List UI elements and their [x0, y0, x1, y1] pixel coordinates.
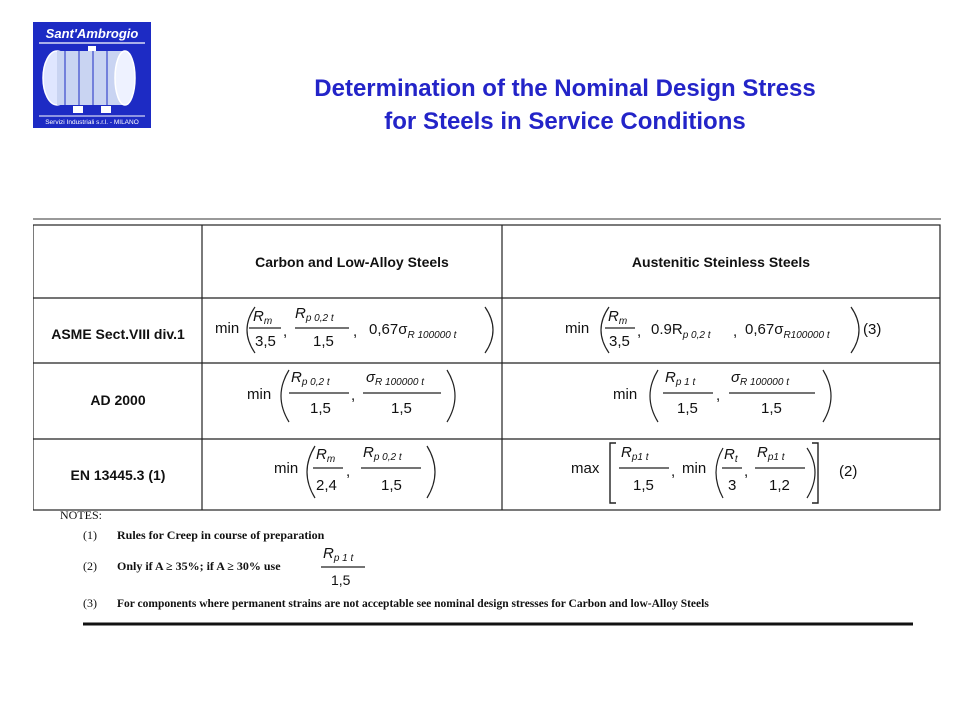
frac-num-main: R [757, 444, 768, 461]
fn-min: min [565, 320, 590, 337]
svg-text:Rp 0,2 t [291, 369, 331, 388]
frac-num-main: σ [731, 369, 741, 386]
header-austenitic-steels: Austenitic Steinless Steels [631, 254, 811, 270]
frac-den: 1,2 [769, 477, 790, 494]
frac-num-main: R [608, 308, 619, 325]
term-sub: R100000 t [783, 330, 830, 341]
asme-austenitic-formula [565, 307, 881, 353]
fn-min: min [247, 386, 272, 403]
frac-den: 2,4 [316, 477, 337, 494]
row-label-ad2000: AD 2000 [90, 392, 146, 408]
frac-num-sub: R 100000 t [375, 377, 424, 388]
svg-text:Rp 0,2 t [363, 444, 403, 463]
page-title [175, 72, 955, 138]
frac-num-sub: t [734, 454, 738, 465]
note-number: (1) [83, 528, 97, 542]
svg-text:0,67σR 100000 t [369, 321, 458, 341]
asme-carbon-formula [215, 305, 493, 353]
frac-num-sub: p 1 t [333, 553, 354, 564]
frac-num-sub: m [263, 316, 273, 327]
frac-num-sub: p 1 t [675, 377, 696, 388]
note-text: For components where permanent strains are not acceptable see nominal design stresses for Carbon and low-Alloy Steels [117, 598, 709, 610]
frac-num-main: R [665, 369, 676, 386]
frac-den: 1,5 [761, 400, 782, 417]
notes-heading: NOTES: [60, 508, 102, 522]
title-line-2: for Steels in Service Conditions [384, 108, 746, 135]
fn-min: min [274, 460, 299, 477]
logo-subtitle: Servizi Industriali s.r.l. - MILANO [45, 119, 139, 126]
fn-min: min [215, 320, 240, 337]
row-label-asme: ASME Sect.VIII div.1 [51, 326, 185, 342]
svg-text:,: , [744, 463, 749, 480]
frac-den: 1,5 [381, 477, 402, 494]
frac-num-main: R [724, 446, 735, 463]
design-stress-figure [33, 210, 943, 630]
fn-min: min [613, 386, 638, 403]
term-coef: 0,67σ [369, 321, 408, 338]
frac-den: 3 [728, 477, 737, 494]
note-number: (2) [83, 559, 97, 573]
svg-text:,: , [353, 323, 358, 340]
svg-text:,: , [346, 463, 351, 480]
note-ref: (3) [863, 321, 882, 338]
fn-max: max [571, 460, 600, 477]
frac-den: 1,5 [677, 400, 698, 417]
term-sub: R 100000 t [407, 330, 457, 341]
svg-text:,: , [283, 323, 288, 340]
svg-text:Rm [316, 446, 335, 465]
title-line-1: Determination of the Nominal Design Stress [314, 75, 816, 102]
frac-num-main: R [253, 308, 264, 325]
note-text: Rules for Creep in course of preparation [117, 528, 325, 542]
logo-name: Sant'Ambrogio [45, 26, 139, 41]
frac-den: 3,5 [609, 333, 630, 350]
frac-den: 1,5 [391, 400, 412, 417]
term-sub: p 0,2 t [682, 330, 711, 341]
frac-num-sub: m [618, 316, 628, 327]
svg-text:,: , [733, 323, 738, 340]
ad2000-austenitic-formula [613, 369, 831, 422]
svg-text:0,67σR100000 t [745, 321, 831, 341]
heat-exchanger-icon [43, 46, 135, 113]
svg-text:Rp1 t [621, 444, 650, 463]
company-logo [33, 22, 151, 128]
svg-text:Rt [724, 446, 739, 465]
frac-num-main: R [323, 545, 334, 562]
frac-den: 1,5 [331, 572, 351, 588]
ad2000-carbon-formula [247, 369, 455, 422]
frac-den: 1,5 [633, 477, 654, 494]
note-ref: (2) [839, 463, 858, 480]
en13445-carbon-formula [274, 444, 435, 498]
fn-min: min [682, 460, 707, 477]
svg-text:Rp 1 t [665, 369, 697, 388]
term-main: 0.9R [651, 321, 683, 338]
svg-text:,: , [671, 463, 676, 480]
svg-text:Rp1 t [757, 444, 786, 463]
svg-text:0.9Rp 0,2 t [651, 321, 712, 341]
row-label-en13445: EN 13445.3 (1) [70, 467, 166, 483]
note-text: Only if A ≥ 35%; if A ≥ 30% use [117, 559, 281, 573]
frac-num-main: R [316, 446, 327, 463]
frac-den: 1,5 [310, 400, 331, 417]
frac-num-sub: p1 t [767, 452, 785, 463]
en13445-austenitic-formula [571, 443, 857, 503]
frac-num-sub: R 100000 t [740, 377, 789, 388]
svg-text:,: , [351, 387, 356, 404]
svg-text:σR 100000 t [731, 369, 790, 388]
frac-num-sub: p 0,2 t [373, 452, 402, 463]
header-carbon-steels: Carbon and Low-Alloy Steels [255, 254, 449, 270]
frac-num-sub: p 0,2 t [301, 377, 330, 388]
frac-num-main: R [295, 305, 306, 322]
frac-num-sub: m [326, 454, 336, 465]
frac-num-main: R [621, 444, 632, 461]
svg-text:Rm [608, 308, 627, 327]
frac-num-main: R [291, 369, 302, 386]
frac-num-sub: p1 t [631, 452, 649, 463]
note-number: (3) [83, 596, 97, 610]
term-coef: 0,67σ [745, 321, 784, 338]
svg-text:Rp 0,2 t [295, 305, 335, 324]
svg-text:Rp 1 t [323, 545, 355, 564]
svg-text:Rm [253, 308, 272, 327]
frac-num-main: σ [366, 369, 376, 386]
frac-num-sub: p 0,2 t [305, 313, 334, 324]
frac-num-main: R [363, 444, 374, 461]
svg-text:,: , [637, 323, 642, 340]
frac-den: 1,5 [313, 333, 334, 350]
frac-den: 3,5 [255, 333, 276, 350]
notes-section [60, 508, 913, 624]
svg-text:σR 100000 t [366, 369, 425, 388]
svg-text:,: , [716, 387, 721, 404]
